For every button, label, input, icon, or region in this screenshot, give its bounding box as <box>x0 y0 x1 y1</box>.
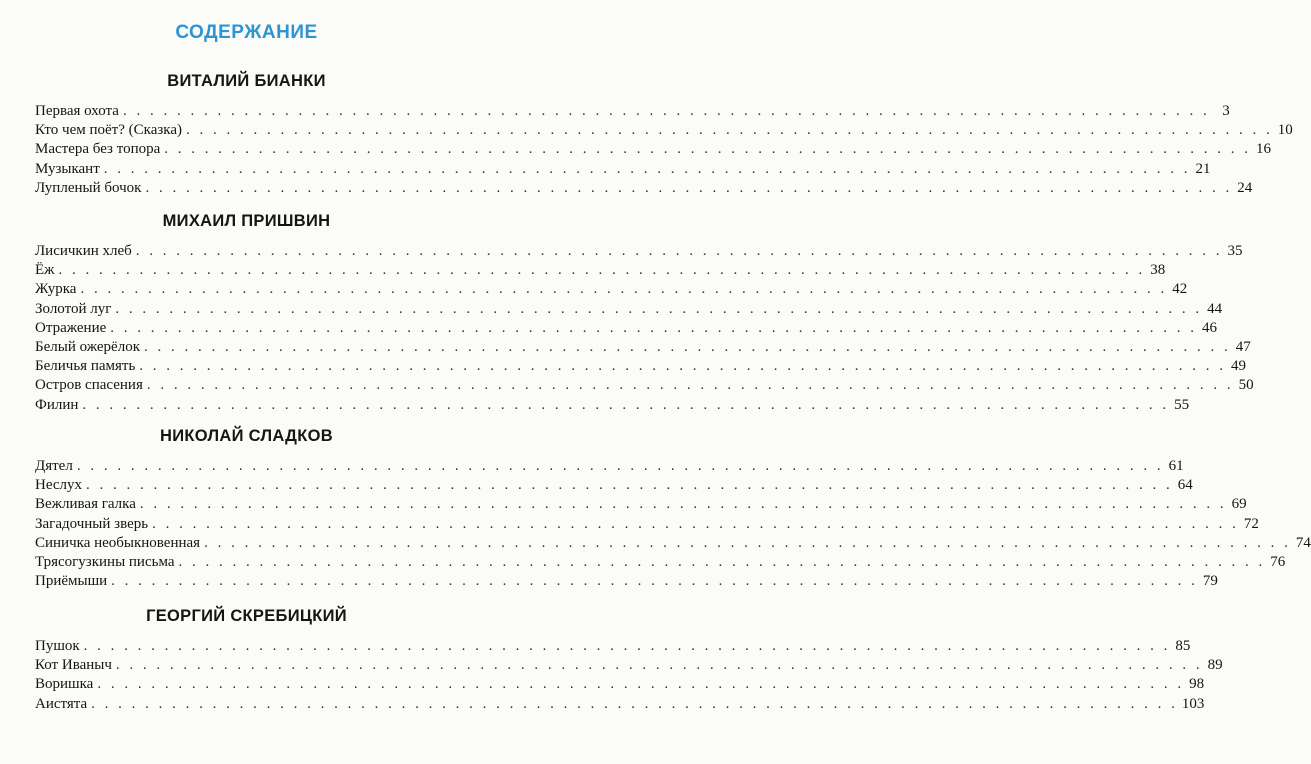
entry-title: Мастера без топора <box>35 141 161 158</box>
entry-title: Лупленый бочок <box>35 179 142 196</box>
entry-page-number: 35 <box>1227 243 1243 259</box>
entry-list <box>35 102 1293 198</box>
dot-leader: . . . . . . . . . . . . . . . . . . . . . . . . . . . . . . . . . . . . . . . . . . . . . . . . . . . . . . . . . . . . . . . . . . . . . . . . . . . . . . . . . <box>115 300 1203 317</box>
toc-entry <box>35 160 1211 179</box>
dot-leader: . . . . . . . . . . . . . . . . . . . . . . . . . . . . . . . . . . . . . . . . . . . . . . . . . . . . . . . . . . . . . . . . . . . . . . . . . . . . . . . . . <box>178 553 1266 570</box>
toc-entry <box>35 179 1253 198</box>
section-author: МИХАИЛ ПРИШВИН <box>162 212 331 230</box>
entry-page-number: 16 <box>1256 141 1272 158</box>
entry-title: Белый ожерёлок <box>35 338 140 355</box>
section-author: ВИТАЛИЙ БИАНКИ <box>167 72 326 90</box>
dot-leader: . . . . . . . . . . . . . . . . . . . . . . . . . . . . . . . . . . . . . . . . . . . . . . . . . . . . . . . . . . . . . . . . . . . . . . . . . . . . . . . . . <box>58 262 1146 279</box>
dot-leader: . . . . . . . . . . . . . . . . . . . . . . . . . . . . . . . . . . . . . . . . . . . . . . . . . . . . . . . . . . . . . . . . . . . . . . . . . . . . . . . . . <box>145 179 1233 196</box>
entry-page-number: 38 <box>1150 262 1166 279</box>
entry-page-number: 44 <box>1207 300 1223 317</box>
entry-page-number: 72 <box>1243 515 1259 532</box>
page-title: СОДЕРЖАНИЕ <box>175 22 318 43</box>
entry-page-number: 10 <box>1277 122 1293 139</box>
section-author: НИКОЛАЙ СЛАДКОВ <box>160 427 333 445</box>
dot-leader: . . . . . . . . . . . . . . . . . . . . . . . . . . . . . . . . . . . . . . . . . . . . . . . . . . . . . . . . . . . . . . . . . . . . . . . . . . . . . . . . . <box>103 160 1191 177</box>
toc-entry <box>35 695 1205 714</box>
toc-entry <box>35 261 1166 280</box>
dot-leader: . . . . . . . . . . . . . . . . . . . . . . . . . . . . . . . . . . . . . . . . . . . . . . . . . . . . . . . . . . . . . . . . . . . . . . . . . . . . . . . . . <box>115 657 1203 674</box>
section-prishvin <box>35 210 1254 415</box>
entry-title: Беличья память <box>35 358 136 375</box>
dot-leader: . . . . . . . . . . . . . . . . . . . . . . . . . . . . . . . . . . . . . . . . . . . . . . . . . . . . . . . . . . . . . . . . . . . . . . . . . . . . . . . . . <box>83 638 1171 654</box>
entry-page-number: 21 <box>1195 160 1211 177</box>
entry-title: Дятел <box>35 458 73 474</box>
toc-entry <box>35 396 1190 415</box>
entry-page-number: 47 <box>1235 338 1251 355</box>
toc-entry <box>35 457 1184 476</box>
entry-page-number: 74 <box>1295 534 1311 551</box>
entry-page-number: 85 <box>1175 638 1191 654</box>
entry-title: Филин <box>35 396 79 413</box>
dot-leader: . . . . . . . . . . . . . . . . . . . . . . . . . . . . . . . . . . . . . . . . . . . . . . . . . . . . . . . . . . . . . . . . . . . . . . . . . . . . . . . . . <box>122 103 1210 119</box>
toc-entry <box>35 675 1205 694</box>
entry-page-number: 89 <box>1207 657 1223 674</box>
toc-entry <box>35 242 1243 261</box>
toc-entry <box>35 515 1259 534</box>
dot-leader: . . . . . . . . . . . . . . . . . . . . . . . . . . . . . . . . . . . . . . . . . . . . . . . . . . . . . . . . . . . . . . . . . . . . . . . . . . . . . . . . . <box>76 458 1164 474</box>
entry-title: Музыкант <box>35 160 100 177</box>
entry-title: Отражение <box>35 319 107 336</box>
entry-list <box>35 637 1223 714</box>
entry-title: Остров спасения <box>35 377 143 394</box>
entry-title: Аистята <box>35 695 88 712</box>
entry-title: Синичка необыкновенная <box>35 534 201 551</box>
toc-entry <box>35 534 1311 553</box>
dot-leader: . . . . . . . . . . . . . . . . . . . . . . . . . . . . . . . . . . . . . . . . . . . . . . . . . . . . . . . . . . . . . . . . . . . . . . . . . . . . . . . . . <box>110 319 1198 336</box>
toc-entry <box>35 476 1193 495</box>
entry-page-number: 79 <box>1202 573 1218 590</box>
dot-leader: . . . . . . . . . . . . . . . . . . . . . . . . . . . . . . . . . . . . . . . . . . . . . . . . . . . . . . . . . . . . . . . . . . . . . . . . . . . . . . . . . <box>152 515 1239 532</box>
dot-leader: . . . . . . . . . . . . . . . . . . . . . . . . . . . . . . . . . . . . . . . . . . . . . . . . . . . . . . . . . . . . . . . . . . . . . . . . . . . . . . . . . <box>111 573 1198 590</box>
entry-page-number: 61 <box>1168 458 1184 474</box>
toc-entry <box>35 656 1223 675</box>
entry-page-number: 46 <box>1202 319 1218 336</box>
entry-title: Приёмыши <box>35 573 108 590</box>
entry-page-number: 98 <box>1189 676 1205 693</box>
dot-leader: . . . . . . . . . . . . . . . . . . . . . . . . . . . . . . . . . . . . . . . . . . . . . . . . . . . . . . . . . . . . . . . . . . . . . . . . . . . . . . . . . <box>144 338 1231 355</box>
dot-leader: . . . . . . . . . . . . . . . . . . . . . . . . . . . . . . . . . . . . . . . . . . . . . . . . . . . . . . . . . . . . . . . . . . . . . . . . . . . . . . . . . <box>135 243 1223 259</box>
entry-page-number: 24 <box>1237 179 1253 196</box>
dot-leader: . . . . . . . . . . . . . . . . . . . . . . . . . . . . . . . . . . . . . . . . . . . . . . . . . . . . . . . . . . . . . . . . . . . . . . . . . . . . . . . . . <box>82 396 1170 413</box>
entry-page-number: 69 <box>1231 496 1247 513</box>
toc-entry <box>35 319 1218 338</box>
entry-page-number: 50 <box>1238 377 1254 394</box>
entry-list <box>35 457 1311 591</box>
entry-page-number: 49 <box>1231 358 1247 375</box>
toc-entry <box>35 495 1247 514</box>
toc-entry <box>35 637 1191 656</box>
toc-entry <box>35 553 1286 572</box>
entry-page-number: 64 <box>1177 477 1193 494</box>
dot-leader: . . . . . . . . . . . . . . . . . . . . . . . . . . . . . . . . . . . . . . . . . . . . . . . . . . . . . . . . . . . . . . . . . . . . . . . . . . . . . . . . . <box>139 496 1227 513</box>
dot-leader: . . . . . . . . . . . . . . . . . . . . . . . . . . . . . . . . . . . . . . . . . . . . . . . . . . . . . . . . . . . . . . . . . . . . . . . . . . . . . . . . . <box>91 695 1178 712</box>
section-sladkov <box>35 425 1311 591</box>
entry-title: Вежливая галка <box>35 496 136 513</box>
entry-title: Первая охота <box>35 103 119 119</box>
section-skrebitsky <box>35 605 1223 714</box>
toc-entry <box>35 338 1251 357</box>
toc-entry <box>35 140 1272 159</box>
entry-title: Ёж <box>35 262 55 279</box>
dot-leader: . . . . . . . . . . . . . . . . . . . . . . . . . . . . . . . . . . . . . . . . . . . . . . . . . . . . . . . . . . . . . . . . . . . . . . . . . . . . . . . . . <box>86 477 1173 494</box>
entry-title: Лисичкин хлеб <box>35 243 132 259</box>
dot-leader: . . . . . . . . . . . . . . . . . . . . . . . . . . . . . . . . . . . . . . . . . . . . . . . . . . . . . . . . . . . . . . . . . . . . . . . . . . . . . . . . . <box>186 122 1273 139</box>
section-author: ГЕОРГИЙ СКРЕБИЦКИЙ <box>146 607 347 625</box>
entry-title: Пушок <box>35 638 80 654</box>
toc-entry <box>35 280 1188 299</box>
entry-title: Трясогузкины письма <box>35 553 175 570</box>
entry-title: Журка <box>35 281 77 298</box>
dot-leader: . . . . . . . . . . . . . . . . . . . . . . . . . . . . . . . . . . . . . . . . . . . . . . . . . . . . . . . . . . . . . . . . . . . . . . . . . . . . . . . . . <box>146 377 1234 394</box>
entry-page-number: 3 <box>1222 103 1230 119</box>
dot-leader: . . . . . . . . . . . . . . . . . . . . . . . . . . . . . . . . . . . . . . . . . . . . . . . . . . . . . . . . . . . . . . . . . . . . . . . . . . . . . . . . . <box>204 534 1291 551</box>
entry-list <box>35 242 1254 415</box>
dot-leader: . . . . . . . . . . . . . . . . . . . . . . . . . . . . . . . . . . . . . . . . . . . . . . . . . . . . . . . . . . . . . . . . . . . . . . . . . . . . . . . . . <box>164 141 1252 158</box>
dot-leader: . . . . . . . . . . . . . . . . . . . . . . . . . . . . . . . . . . . . . . . . . . . . . . . . . . . . . . . . . . . . . . . . . . . . . . . . . . . . . . . . . <box>80 281 1168 298</box>
entry-title: Кто чем поёт? (Сказка) <box>35 122 182 139</box>
entry-title: Воришка <box>35 676 94 693</box>
dot-leader: . . . . . . . . . . . . . . . . . . . . . . . . . . . . . . . . . . . . . . . . . . . . . . . . . . . . . . . . . . . . . . . . . . . . . . . . . . . . . . . . . <box>97 676 1185 693</box>
entry-page-number: 55 <box>1174 396 1190 413</box>
entry-page-number: 103 <box>1181 695 1205 712</box>
dot-leader: . . . . . . . . . . . . . . . . . . . . . . . . . . . . . . . . . . . . . . . . . . . . . . . . . . . . . . . . . . . . . . . . . . . . . . . . . . . . . . . . . <box>139 358 1227 375</box>
entry-title: Неслух <box>35 477 83 494</box>
toc-entry <box>35 357 1247 376</box>
section-bianki <box>35 70 1293 198</box>
entry-page-number: 76 <box>1270 553 1286 570</box>
toc-entry <box>35 572 1218 591</box>
entry-title: Кот Иваныч <box>35 657 112 674</box>
toc-entry <box>35 376 1254 395</box>
entry-title: Золотой луг <box>35 300 112 317</box>
entry-page-number: 42 <box>1172 281 1188 298</box>
toc-entry <box>35 121 1293 140</box>
entry-title: Загадочный зверь <box>35 515 149 532</box>
toc-entry <box>35 300 1223 319</box>
toc-entry <box>35 102 1230 121</box>
